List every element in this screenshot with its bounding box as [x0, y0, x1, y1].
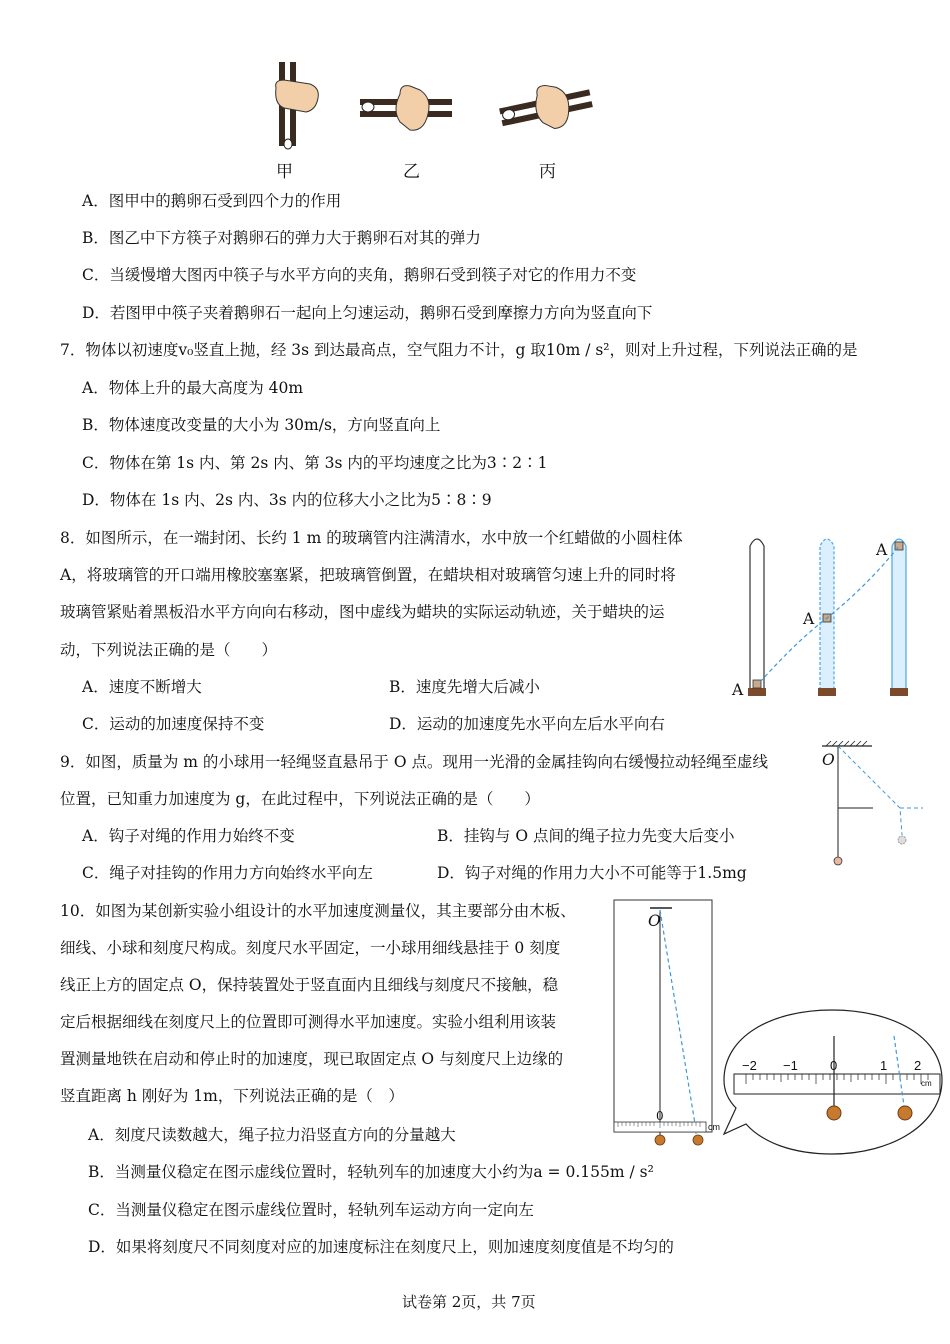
q10-option-b: B．当测量仪稳定在图示虚线位置时，轻轨列车的加速度大小约为a = 0.155m / s²	[88, 1163, 654, 1181]
q10-scale-label-neg2: −2	[742, 1058, 757, 1073]
figure-label-jia: 甲	[276, 162, 293, 182]
q9-hook-figure	[818, 740, 938, 870]
q8-tube-figure	[728, 530, 928, 705]
chopsticks-figure	[260, 58, 600, 153]
q10-option-a: A．刻度尺读数越大，绳子拉力沿竖直方向的分量越大	[88, 1126, 456, 1144]
q10-scale-label-neg1: −1	[783, 1058, 798, 1073]
q8-option-d: D．运动的加速度先水平向左后水平向右	[389, 715, 665, 733]
q10-bubble-unit: cm	[921, 1079, 932, 1088]
q8-stem-line-2: A，将玻璃管的开口端用橡胶塞塞紧，把玻璃管倒置，在蜡块相对玻璃管匀速上升的同时将	[60, 566, 676, 584]
q10-figure-zero-label: 0	[656, 1109, 664, 1123]
q6-option-a: A．图甲中的鹅卵石受到四个力的作用	[82, 192, 342, 210]
q9-option-c: C．绳子对挂钩的作用力方向始终水平向左	[82, 864, 373, 882]
q10-board-figure	[612, 898, 732, 1148]
q10-stem-line-6: 竖直距离 h 刚好为 1m，下列说法正确的是（ ）	[60, 1087, 404, 1105]
q6-option-d: D．若图甲中筷子夹着鹅卵石一起向上匀速运动，鹅卵石受到摩擦力方向为竖直向下	[82, 304, 653, 322]
q7-option-d: D．物体在 1s 内、2s 内、3s 内的位移大小之比为5∶8∶9	[82, 491, 492, 509]
q8-figure-label-a1: A	[732, 681, 744, 699]
q8-option-b: B．速度先增大后减小	[389, 678, 540, 696]
q8-option-c: C．运动的加速度保持不变	[82, 715, 265, 733]
q9-stem-line-1: 9．如图，质量为 m 的小球用一轻绳竖直悬吊于 O 点。现用一光滑的金属挂钩向右缓慢拉动轻绳至虚线	[60, 753, 768, 771]
q9-option-b: B．挂钩与 O 点间的绳子拉力先变大后变小	[437, 827, 735, 845]
q10-stem-line-1: 10．如图为某创新实验小组设计的水平加速度测量仪，其主要部分由木板、	[60, 902, 576, 920]
q9-figure-label-o: O	[822, 751, 835, 769]
q10-scale-label-2: 2	[914, 1058, 922, 1073]
q7-option-a: A．物体上升的最大高度为 40m	[82, 379, 304, 397]
q8-figure-label-a3: A	[876, 541, 888, 559]
q8-figure-label-a2: A	[803, 610, 815, 628]
q6-option-b: B．图乙中下方筷子对鹅卵石的弹力大于鹅卵石对其的弹力	[82, 229, 481, 247]
q9-stem-line-2: 位置，已知重力加速度为 g，在此过程中，下列说法正确的是（ ）	[60, 790, 540, 808]
q10-stem-line-4: 定后根据细线在刻度尺上的位置即可测得水平加速度。实验小组利用该装	[60, 1013, 557, 1031]
q8-stem-line-4: 动，下列说法正确的是（ ）	[60, 641, 278, 659]
q10-stem-line-3: 线正上方的固定点 O，保持装置处于竖直面内且细线与刻度尺不接触，稳	[60, 976, 559, 994]
q10-stem-line-5: 置测量地铁在启动和停止时的加速度，现已取固定点 O 与刻度尺上边缘的	[60, 1050, 564, 1068]
figure-label-yi: 乙	[403, 162, 420, 182]
page-footer: 试卷第 2页，共 7页	[402, 1293, 536, 1311]
q8-stem-line-3: 玻璃管紧贴着黑板沿水平方向向右移动，图中虚线为蜡块的实际运动轨迹，关于蜡块的运	[60, 603, 665, 621]
q7-stem: 7．物体以初速度v₀竖直上抛，经 3s 到达最高点，空气阻力不计，g 取10m / s²，则对上升过程，下列说法正确的是	[60, 341, 858, 359]
q10-scale-label-0: 0	[830, 1058, 838, 1073]
q10-magnifier-bubble	[722, 1006, 947, 1166]
chopsticks-yi	[360, 86, 452, 131]
q6-option-c: C．当缓慢增大图丙中筷子与水平方向的夹角，鹅卵石受到筷子对它的作用力不变	[82, 266, 637, 284]
q9-option-a: A．钩子对绳的作用力始终不变	[82, 827, 295, 845]
q7-option-b: B．物体速度改变量的大小为 30m/s，方向竖直向上	[82, 416, 441, 434]
q10-option-c: C．当测量仪稳定在图示虚线位置时，轻轨列车运动方向一定向左	[88, 1201, 534, 1219]
q8-stem-line-1: 8．如图所示，在一端封闭、长约 1 m 的玻璃管内注满清水，水中放一个红蜡做的小圆柱体	[60, 529, 683, 547]
chopsticks-bing	[496, 76, 595, 139]
q8-option-a: A．速度不断增大	[82, 678, 202, 696]
q10-figure-label-o: O	[648, 912, 661, 930]
q9-option-d: D．钩子对绳的作用力大小不可能等于1.5mg	[437, 864, 747, 882]
q10-figure-unit: cm	[708, 1122, 720, 1132]
chopsticks-jia	[276, 62, 319, 149]
q10-stem-line-2: 细线、小球和刻度尺构成。刻度尺水平固定，一小球用细线悬挂于 0 刻度	[60, 939, 561, 957]
q10-option-d: D．如果将刻度尺不同刻度对应的加速度标注在刻度尺上，则加速度刻度值是不均匀的	[88, 1238, 674, 1256]
figure-label-bing: 丙	[539, 162, 556, 182]
q10-scale-label-1: 1	[880, 1058, 888, 1073]
q7-option-c: C．物体在第 1s 内、第 2s 内、第 3s 内的平均速度之比为3∶2∶1	[82, 454, 548, 472]
